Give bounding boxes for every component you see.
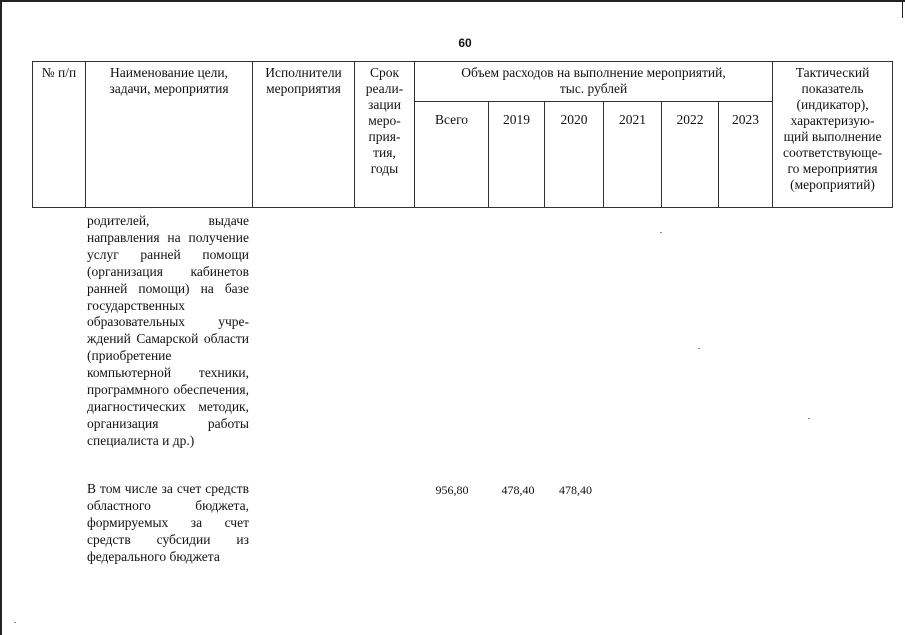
header-term: Срок реали- зации меро- прия- тия, годы xyxy=(355,62,415,208)
scan-speck xyxy=(698,348,700,349)
funding-label: В том числе за счет средств областного бюджета, формируемых за счет средств субсидии из федерального бюджета xyxy=(87,481,249,564)
funding-2019: 478,40 xyxy=(501,483,535,497)
activity-description: родителей, выдаче направления на получение услуг ранней помощи (организация кабинетов ранней помощи) на базе государственных образовательных учреждений Самарской области (приобретение компьютерной техники, программного обеспечения, диагностических методик, организация работы специалиста и др.) xyxy=(87,213,249,448)
scan-speck xyxy=(14,622,16,623)
header-volume: Объем расходов на выполнение мероприятий, тыс. рублей xyxy=(415,62,773,102)
header-year-2019: 2019 xyxy=(489,102,545,208)
header-executors: Исполнители мероприятия xyxy=(253,62,355,208)
header-total: Всего xyxy=(415,102,489,208)
table-header xyxy=(32,61,893,208)
page-number: 60 xyxy=(458,36,472,50)
header-year-2021: 2021 xyxy=(604,102,662,208)
scan-speck xyxy=(660,232,662,233)
header-name: Наименование цели, задачи, мероприятия xyxy=(86,62,253,208)
scan-border-left xyxy=(0,0,2,635)
header-year-2020: 2020 xyxy=(545,102,604,208)
funding-2020: 478,40 xyxy=(559,483,592,497)
scan-border-right xyxy=(902,0,903,18)
funding-total: 956,80 xyxy=(435,483,469,497)
scan-border-top xyxy=(0,0,905,2)
header-year-2023: 2023 xyxy=(719,102,773,208)
header-num: № п/п xyxy=(33,62,86,208)
scan-speck xyxy=(808,418,810,419)
header-year-2022: 2022 xyxy=(662,102,719,208)
header-indicator: Тактический показатель (индикатор), характеризую- щий выполнение соответствующе- го мероприятия (мероприятий) xyxy=(773,62,893,208)
